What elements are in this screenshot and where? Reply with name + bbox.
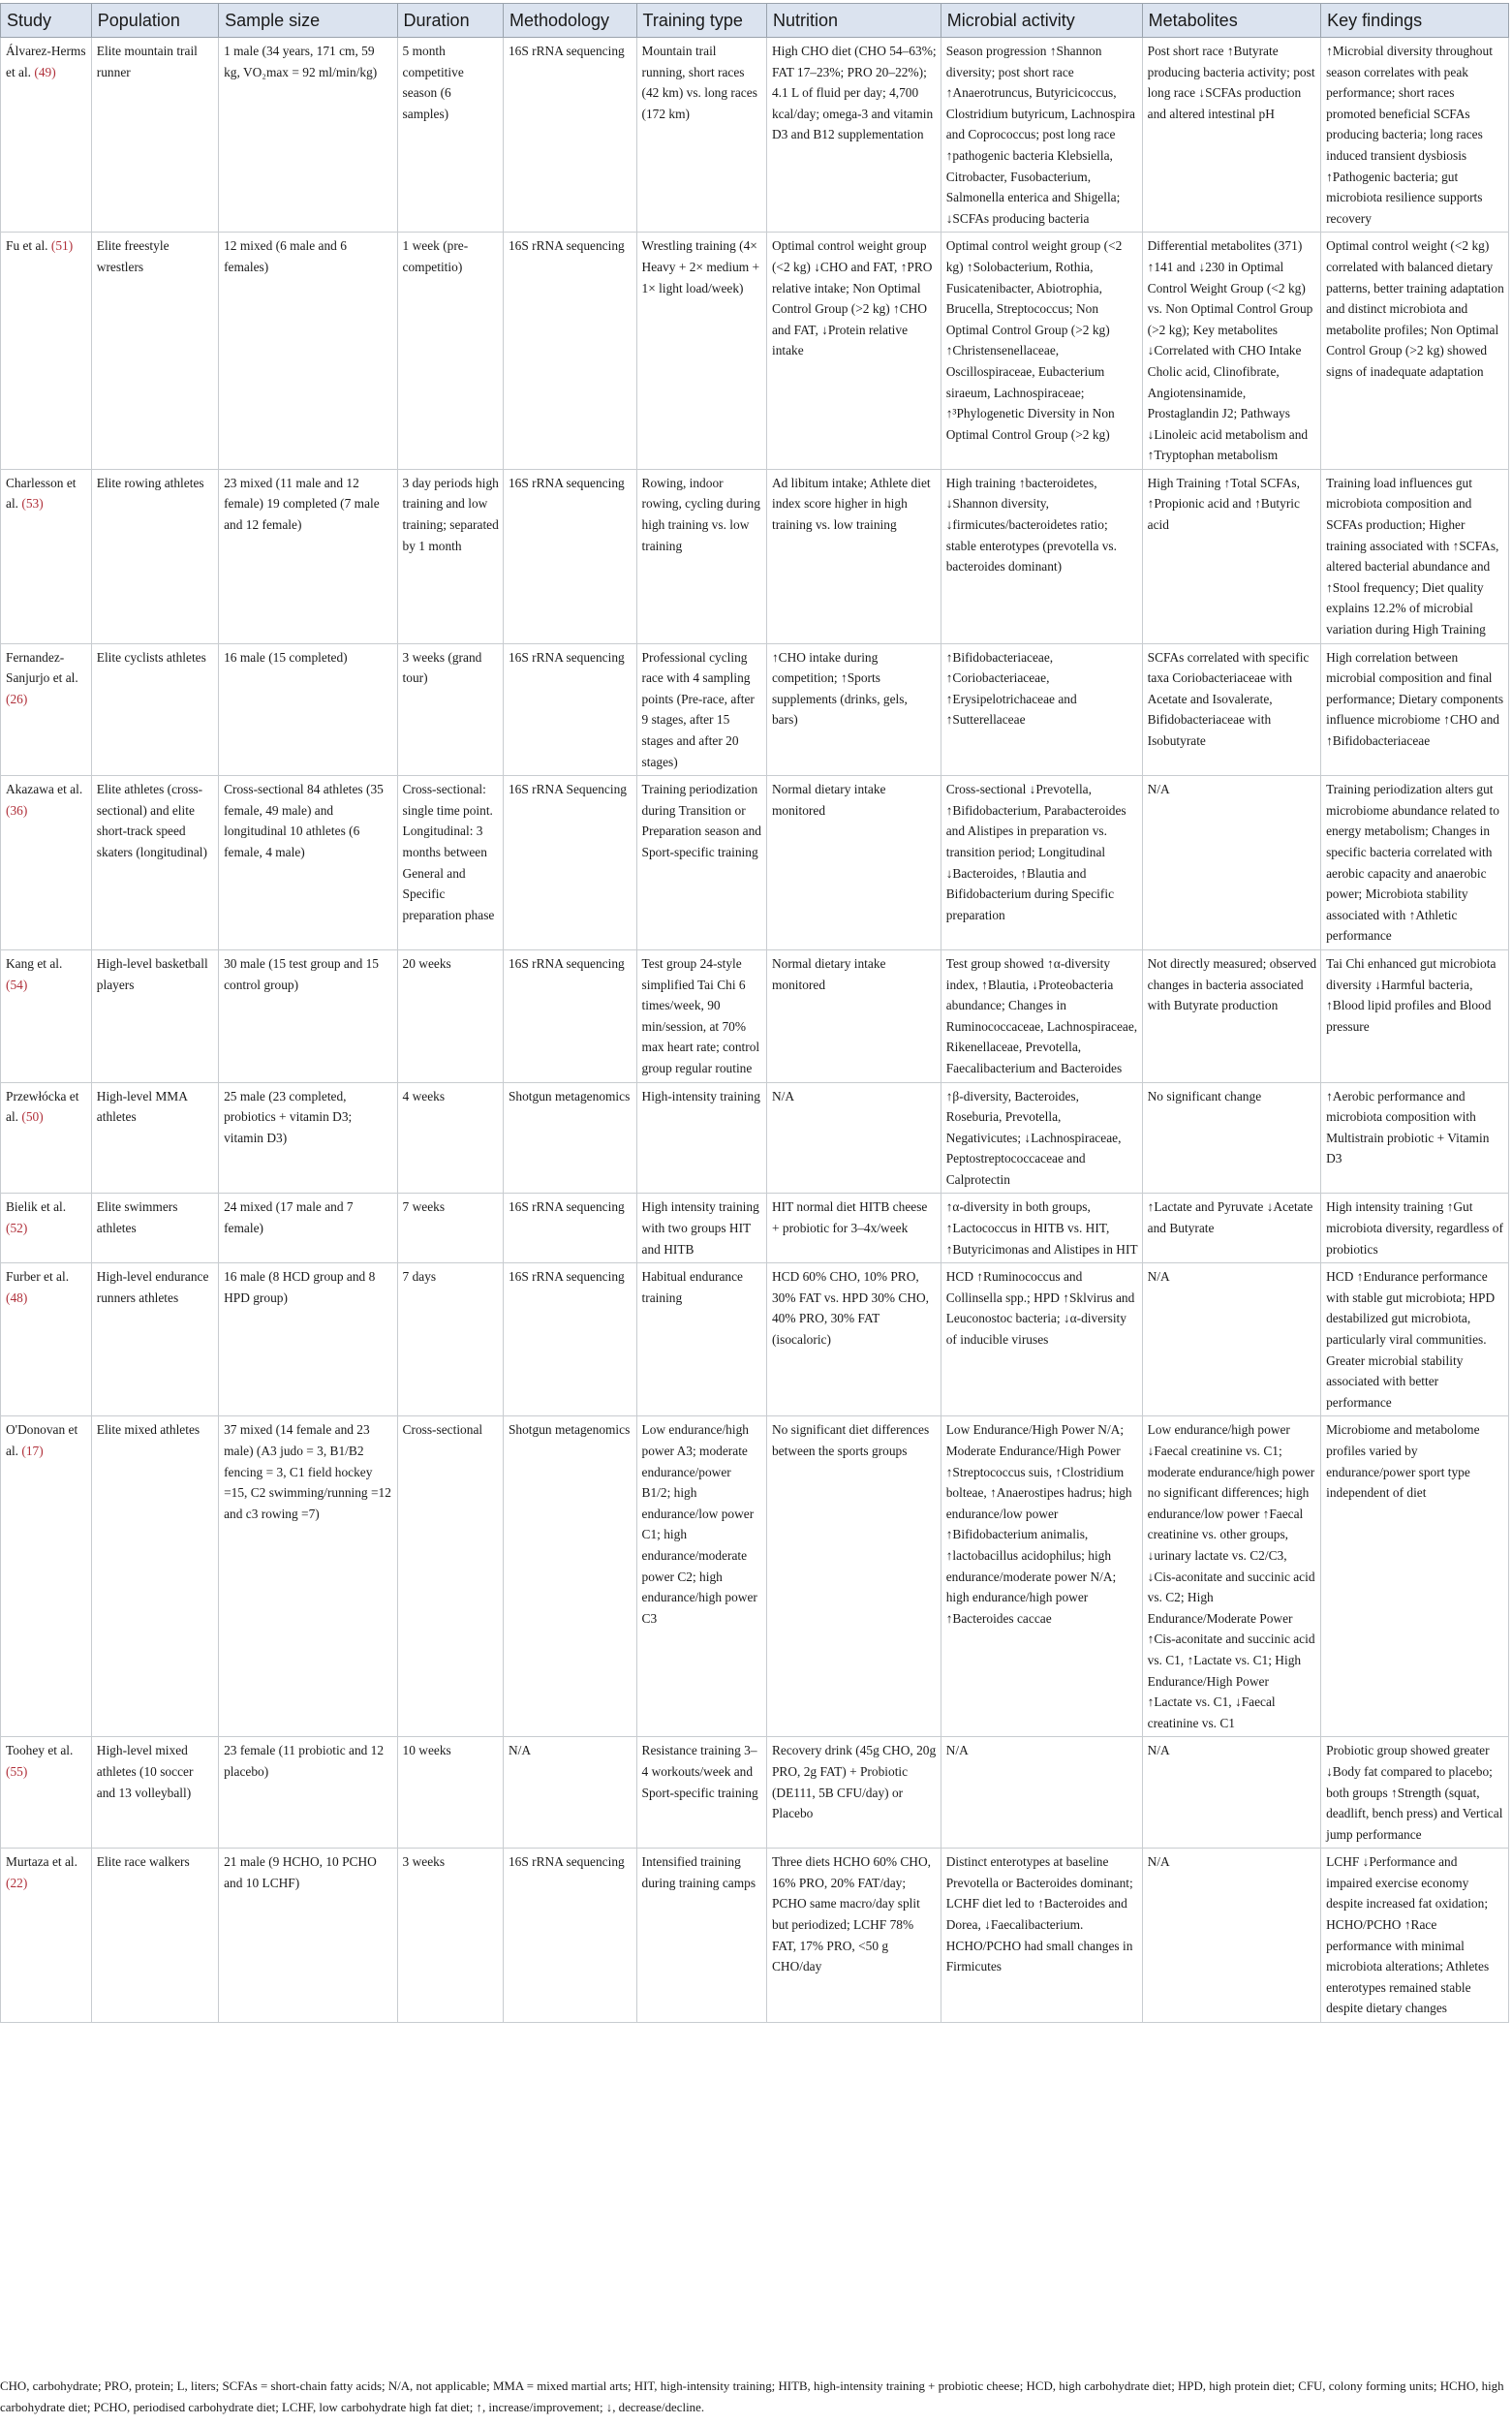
training-cell: Mountain trail running, short races (42 km) vs. long races (172 km): [636, 38, 766, 233]
population-cell: Elite athletes (cross-sectional) and elite short-track speed skaters (longitudinal): [91, 776, 218, 950]
reference-link[interactable]: (53): [21, 496, 44, 512]
microbial-cell: Distinct enterotypes at baseline Prevotella or Bacteroides dominant; LCHF diet led to ↑Bacteroides and Dorea, ↓Faecalibacterium. HCHO/PCHO had small changes in Firmicutes: [941, 1849, 1142, 2023]
nutrition-cell: High CHO diet (CHO 54–63%; FAT 17–23%; PRO 20–22%); 4.1 L of fluid per day; 4,700 kcal/day; omega-3 and vitamin D3 and B12 supplementation: [766, 38, 941, 233]
sample-cell: 12 mixed (6 male and 6 females): [219, 233, 397, 470]
training-cell: High-intensity training: [636, 1082, 766, 1194]
column-header: Metabolites: [1142, 4, 1320, 38]
training-cell: Training periodization during Transition or Preparation season and Sport-specific training: [636, 776, 766, 950]
findings-cell: High correlation between microbial composition and final performance; Dietary components influence microbiome ↑CHO and ↑Bifidobacteriaceae: [1321, 643, 1509, 776]
reference-link[interactable]: (17): [21, 1444, 44, 1458]
training-cell: Low endurance/high power A3; moderate endurance/power B1/2; high endurance/low power C1; high endurance/moderate power C2; high endurance/high power C3: [636, 1416, 766, 1737]
training-cell: High intensity training with two groups HIT and HITB: [636, 1194, 766, 1263]
duration-cell: 3 weeks (grand tour): [397, 643, 503, 776]
nutrition-cell: HCD 60% CHO, 10% PRO, 30% FAT vs. HPD 30% CHO, 40% PRO, 30% FAT (isocaloric): [766, 1263, 941, 1416]
metabolites-cell: N/A: [1142, 1737, 1320, 1849]
findings-cell: ↑Aerobic performance and microbiota composition with Multistrain probiotic + Vitamin D3: [1321, 1082, 1509, 1194]
nutrition-cell: No significant diet differences between the sports groups: [766, 1416, 941, 1737]
method-cell: 16S rRNA sequencing: [503, 949, 636, 1082]
sample-cell: 30 male (15 test group and 15 control group): [219, 949, 397, 1082]
reference-link[interactable]: (50): [21, 1109, 44, 1125]
study-cell: [1, 469, 92, 643]
metabolites-cell: N/A: [1142, 776, 1320, 950]
population-cell: Elite rowing athletes: [91, 469, 218, 643]
table-row: [1, 38, 1509, 233]
method-cell: 16S rRNA sequencing: [503, 38, 636, 233]
duration-cell: Cross-sectional: single time point. Longitudinal: 3 months between General and Specific preparation phase: [397, 776, 503, 950]
reference-link[interactable]: (48): [6, 1290, 28, 1305]
findings-cell: Optimal control weight (<2 kg) correlated with balanced dietary patterns, better training adaptation and distinct microbiota and metabolite profiles; Non Optimal Control Group (>2 kg) showed signs of inadequate adaptation: [1321, 233, 1509, 470]
reference-link[interactable]: (55): [6, 1763, 28, 1779]
nutrition-cell: Normal dietary intake monitored: [766, 776, 941, 950]
study-cell: [1, 1416, 92, 1737]
nutrition-cell: Recovery drink (45g CHO, 20g PRO, 2g FAT) + Probiotic (DE111, 5B CFU/day) or Placebo: [766, 1737, 941, 1849]
nutrition-cell: Ad libitum intake; Athlete diet index score higher in high training vs. low training: [766, 469, 941, 643]
nutrition-cell: Optimal control weight group (<2 kg) ↓CHO and FAT, ↑PRO relative intake; Non Optimal Control Group (>2 kg) ↑CHO and FAT, ↓Protein relative intake: [766, 233, 941, 470]
findings-cell: Training periodization alters gut microbiome abundance related to energy metabolism; Changes in specific bacteria correlated with aerobic capacity and anaerobic power; Microbiota stability associated with ↑Athletic performance: [1321, 776, 1509, 950]
reference-link[interactable]: (51): [50, 238, 74, 254]
header-row: [1, 4, 1509, 38]
population-cell: High-level basketball players: [91, 949, 218, 1082]
training-cell: Professional cycling race with 4 sampling points (Pre-race, after 9 stages, after 15 stages and after 20 stages): [636, 643, 766, 776]
nutrition-cell: HIT normal diet HITB cheese + probiotic for 3–4x/week: [766, 1194, 941, 1263]
training-cell: Intensified training during training camps: [636, 1849, 766, 2023]
microbial-cell: Test group showed ↑α-diversity index, ↑Blautia, ↓Proteobacteria abundance; Changes in Ruminococcaceae, Lachnospiraceae, Rikenellaceae, Prevotella, Faecalibacterium and Bacteroides: [941, 949, 1142, 1082]
column-header: Training type: [636, 4, 766, 38]
findings-cell: Tai Chi enhanced gut microbiota diversity ↓Harmful bacteria, ↑Blood lipid profiles and Blood pressure: [1321, 949, 1509, 1082]
table-row: [1, 469, 1509, 643]
microbial-cell: ↑Bifidobacteriaceae, ↑Coriobacteriaceae, ↑Erysipelotrichaceae and ↑Sutterellaceae: [941, 643, 1142, 776]
study-name: Fernandez-Sanjurjo et al.: [6, 649, 78, 686]
duration-cell: 4 weeks: [397, 1082, 503, 1194]
population-cell: Elite mountain trail runner: [91, 38, 218, 233]
sample-cell: 23 female (11 probiotic and 12 placebo): [219, 1737, 397, 1849]
reference-link[interactable]: (49): [34, 64, 56, 79]
sample-cell: 16 male (15 completed): [219, 643, 397, 776]
table-row: [1, 643, 1509, 776]
sample-cell: Cross-sectional 84 athletes (35 female, 49 male) and longitudinal 10 athletes (6 female, 4 male): [219, 776, 397, 950]
metabolites-cell: SCFAs correlated with specific taxa Coriobacteriaceae with Acetate and Isovalerate, Bifidobacteriaceae with Isobutyrate: [1142, 643, 1320, 776]
study-cell: [1, 643, 92, 776]
study-cell: [1, 1194, 92, 1263]
column-header: Sample size: [219, 4, 397, 38]
training-cell: Wrestling training (4× Heavy + 2× medium + 1× light load/week): [636, 233, 766, 470]
method-cell: Shotgun metagenomics: [503, 1416, 636, 1737]
study-name: Murtaza et al.: [6, 1854, 77, 1870]
microbial-cell: Season progression ↑Shannon diversity; post short race ↑Anaerotruncus, Butyricicoccus, Clostridium butyricum, Lachnospira and Coprococcus; post long race ↑pathogenic bacteria Klebsiella, Citrobacter, Fusobacterium, Salmonella enterica and Shigella; ↓SCFAs producing bacteria: [941, 38, 1142, 233]
nutrition-cell: Normal dietary intake monitored: [766, 949, 941, 1082]
findings-cell: High intensity training ↑Gut microbiota diversity, regardless of probiotics: [1321, 1194, 1509, 1263]
microbial-cell: ↑β-diversity, Bacteroides, Roseburia, Prevotella, Negativicutes; ↓Lachnospiraceae, Peptostreptococcaceae and Calprotectin: [941, 1082, 1142, 1194]
table-row: [1, 1737, 1509, 1849]
findings-cell: LCHF ↓Performance and impaired exercise economy despite increased fat oxidation; HCHO/PCHO ↑Race performance with minimal microbiota alterations; Athletes enterotypes remained stable despite dietary changes: [1321, 1849, 1509, 2023]
study-name: O'Donovan et al.: [6, 1422, 78, 1458]
metabolites-cell: ↑Lactate and Pyruvate ↓Acetate and Butyrate: [1142, 1194, 1320, 1263]
sample-cell: 21 male (9 HCHO, 10 PCHO and 10 LCHF): [219, 1849, 397, 2023]
reference-link[interactable]: (36): [6, 802, 28, 818]
nutrition-cell: Three diets HCHO 60% CHO, 16% PRO, 20% FAT/day; PCHO same macro/day split but periodized; LCHF 78% FAT, 17% PRO, <50 g CHO/day: [766, 1849, 941, 2023]
metabolites-cell: High Training ↑Total SCFAs, ↑Propionic acid and ↑Butyric acid: [1142, 469, 1320, 643]
method-cell: 16S rRNA sequencing: [503, 643, 636, 776]
reference-link[interactable]: (54): [6, 977, 28, 992]
findings-cell: Training load influences gut microbiota composition and SCFAs production; Higher training associated with ↑SCFAs, altered bacterial abundance and ↑Stool frequency; Diet quality explains 12.2% of microbial variation during High Training: [1321, 469, 1509, 643]
study-name: Furber et al.: [6, 1269, 70, 1285]
study-cell: [1, 776, 92, 950]
table-row: [1, 1082, 1509, 1194]
method-cell: 16S rRNA sequencing: [503, 1849, 636, 2023]
population-cell: High-level mixed athletes (10 soccer and 13 volleyball): [91, 1737, 218, 1849]
metabolites-cell: Not directly measured; observed changes in bacteria associated with Butyrate production: [1142, 949, 1320, 1082]
population-cell: High-level endurance runners athletes: [91, 1263, 218, 1416]
table-row: [1, 1416, 1509, 1737]
microbial-cell: Cross-sectional ↓Prevotella, ↑Bifidobacterium, Parabacteroides and Alistipes in preparation vs. transition period; Longitudinal ↓Bacteroides, ↑Blautia and Bifidobacterium during Specific preparation: [941, 776, 1142, 950]
findings-cell: Probiotic group showed greater ↓Body fat compared to placebo; both groups ↑Strength (squat, deadlift, bench press) and Vertical jump performance: [1321, 1737, 1509, 1849]
microbial-cell: HCD ↑Ruminococcus and Collinsella spp.; HPD ↑Sklvirus and Leuconostoc bacteria; ↓α-diversity of inducible viruses: [941, 1263, 1142, 1416]
microbial-cell: High training ↑bacteroidetes, ↓Shannon diversity, ↓firmicutes/bacteroidetes ratio; stable enterotypes (prevotella vs. bacteroides dominant): [941, 469, 1142, 643]
method-cell: 16S rRNA sequencing: [503, 469, 636, 643]
findings-cell: Microbiome and metabolome profiles varied by endurance/power sport type independent of diet: [1321, 1416, 1509, 1737]
population-cell: Elite cyclists athletes: [91, 643, 218, 776]
sample-cell: 1 male (34 years, 171 cm, 59 kg, VO₂max = 92 ml/min/kg): [219, 38, 397, 233]
study-cell: [1, 1263, 92, 1416]
study-cell: [1, 949, 92, 1082]
population-cell: Elite swimmers athletes: [91, 1194, 218, 1263]
table-body: [1, 38, 1509, 2023]
table-row: [1, 949, 1509, 1082]
table-row: [1, 1849, 1509, 2023]
nutrition-cell: ↑CHO intake during competition; ↑Sports supplements (drinks, gels, bars): [766, 643, 941, 776]
metabolites-cell: Differential metabolites (371) ↑141 and ↓230 in Optimal Control Weight Group (<2 kg) vs. Non Optimal Control Group (>2 kg); Key metabolites ↓Correlated with CHO Intake Cholic acid, Clinofibrate, Angiotensinamide, Prostaglandin J2; Pathways ↓Linoleic acid metabolism and ↑Tryptophan metabolism: [1142, 233, 1320, 470]
duration-cell: 20 weeks: [397, 949, 503, 1082]
method-cell: 16S rRNA Sequencing: [503, 776, 636, 950]
duration-cell: 7 weeks: [397, 1194, 503, 1263]
population-cell: Elite freestyle wrestlers: [91, 233, 218, 470]
column-header: Microbial activity: [941, 4, 1142, 38]
method-cell: 16S rRNA sequencing: [503, 1194, 636, 1263]
column-header: Key findings: [1321, 4, 1509, 38]
microbial-cell: Optimal control weight group (<2 kg) ↑Solobacterium, Rothia, Fusicatenibacter, Abiotrophia, Brucella, Streptococcus; Non Optimal Control Group (>2 kg) ↑Christensenellaceae, Oscillospiraceae, Eubacterium siraeum, Lachnospiraceae; ↑³Phylogenetic Diversity in Non Optimal Control Group (>2 kg): [941, 233, 1142, 470]
duration-cell: Cross-sectional: [397, 1416, 503, 1737]
study-cell: [1, 233, 92, 470]
metabolites-cell: Post short race ↑Butyrate producing bacteria activity; post long race ↓SCFAs production and altered intestinal pH: [1142, 38, 1320, 233]
table-row: [1, 233, 1509, 470]
metabolites-cell: N/A: [1142, 1849, 1320, 2023]
training-cell: Resistance training 3–4 workouts/week and Sport-specific training: [636, 1737, 766, 1849]
findings-cell: HCD ↑Endurance performance with stable gut microbiota; HPD destabilized gut microbiota, particularly viral communities. Greater microbial stability associated with better performance: [1321, 1263, 1509, 1416]
metabolites-cell: Low endurance/high power ↓Faecal creatinine vs. C1; moderate endurance/high power no significant differences; high endurance/low power ↑Faecal creatinine vs. other groups, ↓urinary lactate vs. C2/C3, ↓Cis-aconitate and succinic acid vs. C2; High Endurance/Moderate Power ↑Cis-aconitate and succinic acid vs. C1, ↑Lactate vs. C1; High Endurance/High Power ↑Lactate vs. C1, ↓Faecal creatinine vs. C1: [1142, 1416, 1320, 1737]
study-name: Przewłócka et al.: [6, 1088, 79, 1125]
table-row: [1, 776, 1509, 950]
column-header: Nutrition: [766, 4, 941, 38]
training-cell: Habitual endurance training: [636, 1263, 766, 1416]
metabolites-cell: N/A: [1142, 1263, 1320, 1416]
sample-cell: 16 male (8 HCD group and 8 HPD group): [219, 1263, 397, 1416]
method-cell: 16S rRNA sequencing: [503, 233, 636, 470]
population-cell: High-level MMA athletes: [91, 1082, 218, 1194]
study-name: Toohey et al.: [6, 1743, 74, 1758]
nutrition-cell: N/A: [766, 1082, 941, 1194]
table-row: [1, 1263, 1509, 1416]
table-footnote: CHO, carbohydrate; PRO, protein; L, liters; SCFAs = short-chain fatty acids; N/A, not applicable; MMA = mixed martial arts; HIT, high-intensity training; HITB, high-intensity training + probiotic cheese; HCD, high carbohydrate diet; HPD, high protein diet; CFU, colony forming units; HCHO, high carbohydrate diet; PCHO, periodised carbohydrate diet; LCHF, low carbohydrate high fat diet; ↑, increase/improvement; ↓, decrease/decline.: [0, 2379, 1504, 2414]
reference-link[interactable]: (52): [6, 1221, 28, 1236]
training-cell: Test group 24-style simplified Tai Chi 6 times/week, 90 min/session, at 70% max heart rate; control group regular routine: [636, 949, 766, 1082]
study-name: Charlesson et al.: [6, 475, 77, 512]
method-cell: Shotgun metagenomics: [503, 1082, 636, 1194]
table-row: [1, 1194, 1509, 1263]
population-cell: Elite mixed athletes: [91, 1416, 218, 1737]
method-cell: N/A: [503, 1737, 636, 1849]
duration-cell: 7 days: [397, 1263, 503, 1416]
findings-cell: ↑Microbial diversity throughout season correlates with peak performance; short races promoted beneficial SCFAs producing bacteria; long races induced transient dysbiosis ↑Pathogenic bacteria; gut microbiota resilience supports recovery: [1321, 38, 1509, 233]
study-cell: [1, 38, 92, 233]
duration-cell: 10 weeks: [397, 1737, 503, 1849]
microbial-cell: N/A: [941, 1737, 1142, 1849]
duration-cell: 5 month competitive season (6 samples): [397, 38, 503, 233]
study-name: Akazawa et al.: [6, 782, 83, 797]
column-header: Duration: [397, 4, 503, 38]
column-header: Population: [91, 4, 218, 38]
training-cell: Rowing, indoor rowing, cycling during high training vs. low training: [636, 469, 766, 643]
study-name: Kang et al.: [6, 955, 63, 971]
reference-link[interactable]: (26): [6, 691, 28, 706]
study-cell: [1, 1082, 92, 1194]
metabolites-cell: No significant change: [1142, 1082, 1320, 1194]
microbial-cell: ↑α-diversity in both groups, ↑Lactococcus in HITB vs. HIT, ↑Butyricimonas and Alistipes in HIT: [941, 1194, 1142, 1263]
study-name: Fu et al.: [6, 238, 48, 254]
study-cell: [1, 1737, 92, 1849]
duration-cell: 3 weeks: [397, 1849, 503, 2023]
duration-cell: 1 week (pre-competitio): [397, 233, 503, 470]
study-cell: [1, 1849, 92, 2023]
population-cell: Elite race walkers: [91, 1849, 218, 2023]
microbial-cell: Low Endurance/High Power N/A; Moderate Endurance/High Power ↑Streptococcus suis, ↑Clostridium bolteae, ↑Anaerostipes hadrus; high endurance/low power ↑Bifidobacterium animalis, ↑lactobacillus acidophilus; high endurance/moderate power N/A; high endurance/high power ↑Bacteroides caccae: [941, 1416, 1142, 1737]
sample-cell: 23 mixed (11 male and 12 female) 19 completed (7 male and 12 female): [219, 469, 397, 643]
sample-cell: 37 mixed (14 female and 23 male) (A3 judo = 3, B1/B2 fencing = 3, C1 field hockey =15, C2 swimming/running =12 and c3 rowing =7): [219, 1416, 397, 1737]
reference-link[interactable]: (22): [6, 1875, 28, 1890]
duration-cell: 3 day periods high training and low training; separated by 1 month: [397, 469, 503, 643]
sample-cell: 25 male (23 completed, probiotics + vitamin D3; vitamin D3): [219, 1082, 397, 1194]
study-name: Álvarez-Herms et al.: [6, 44, 86, 79]
studies-table: [0, 3, 1509, 2023]
column-header: Study: [1, 4, 92, 38]
method-cell: 16S rRNA sequencing: [503, 1263, 636, 1416]
sample-cell: 24 mixed (17 male and 7 female): [219, 1194, 397, 1263]
column-header: Methodology: [503, 4, 636, 38]
study-name: Bielik et al.: [6, 1199, 67, 1215]
